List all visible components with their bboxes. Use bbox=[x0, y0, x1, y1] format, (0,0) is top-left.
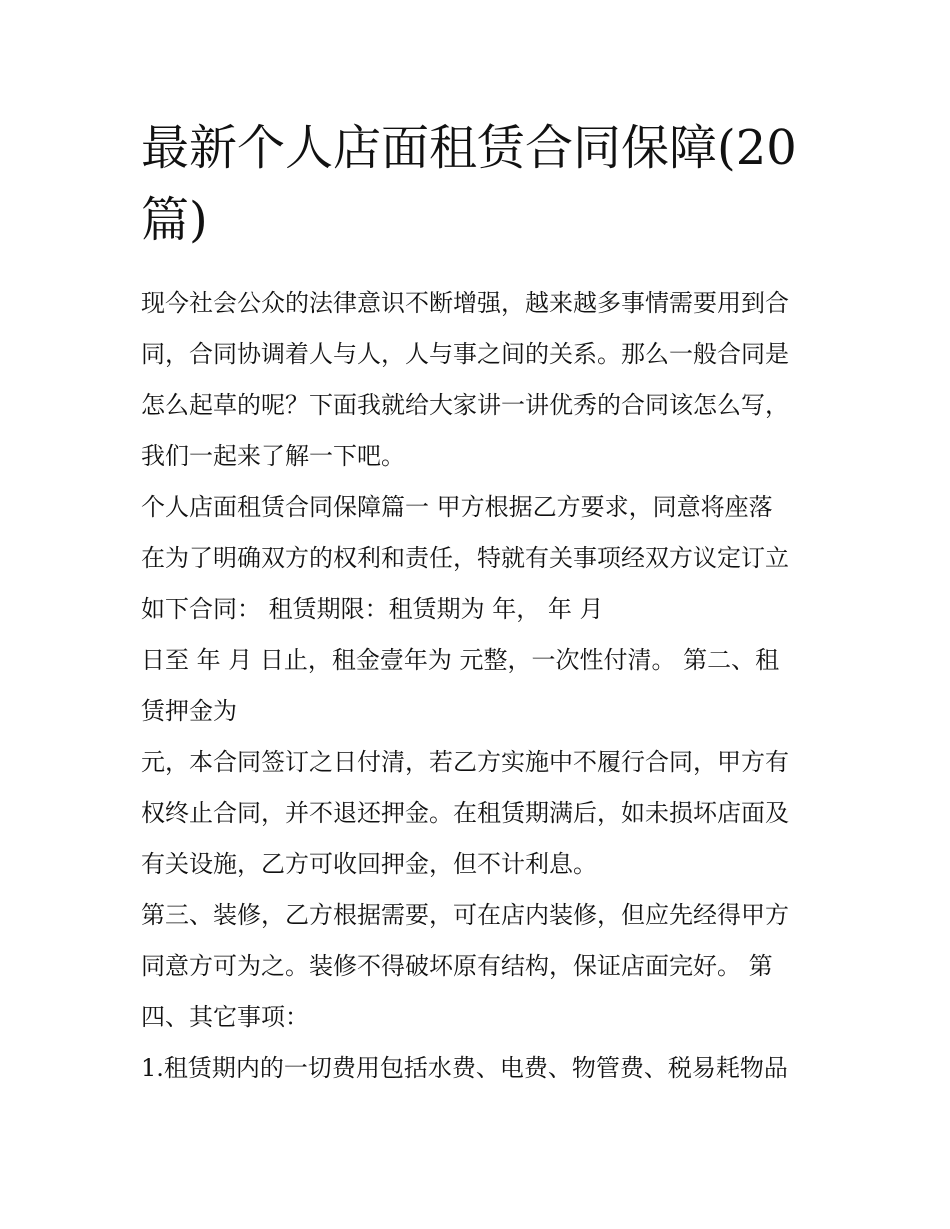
title-line: 最新个人店面租赁合同保障(20 bbox=[141, 120, 797, 176]
title-line: 篇) bbox=[141, 192, 208, 248]
body-line: 权终止合同，并不退还押金。在租赁期满后，如未损坏店面及 bbox=[141, 799, 789, 827]
body-line: 我们一起来了解一下吧。 bbox=[141, 442, 405, 470]
body-line: 现今社会公众的法律意识不断增强，越来越多事情需要用到合 bbox=[141, 289, 789, 317]
document-title bbox=[141, 112, 821, 256]
body-line: 如下合同： 租赁期限：租赁期为 年， 年 月 bbox=[141, 595, 604, 623]
document-body bbox=[141, 278, 821, 1094]
body-line: 同意方可为之。装修不得破坏原有结构，保证店面完好。 第 bbox=[141, 952, 773, 980]
body-line: 个人店面租赁合同保障篇一 甲方根据乙方要求，同意将座落 bbox=[141, 493, 773, 521]
body-line: 同，合同协调着人与人，人与事之间的关系。那么一般合同是 bbox=[141, 340, 789, 368]
body-line: 元，本合同签订之日付清，若乙方实施中不履行合同，甲方有 bbox=[141, 748, 789, 776]
body-line: 四、其它事项： bbox=[141, 1003, 309, 1031]
body-line: 第三、装修，乙方根据需要，可在店内装修，但应先经得甲方 bbox=[141, 901, 789, 929]
body-line: 有关设施，乙方可收回押金，但不计利息。 bbox=[141, 850, 597, 878]
body-line: 赁押金为 bbox=[141, 697, 237, 725]
body-line: 在为了明确双方的权利和责任，特就有关事项经双方议定订立 bbox=[141, 544, 789, 572]
body-line: 怎么起草的呢？下面我就给大家讲一讲优秀的合同该怎么写， bbox=[141, 391, 789, 419]
body-line: 1.租赁期内的一切费用包括水费、电费、物管费、税易耗物品 bbox=[141, 1054, 788, 1082]
body-line: 日至 年 月 日止，租金壹年为 元整，一次性付清。 第二、租 bbox=[141, 646, 780, 674]
